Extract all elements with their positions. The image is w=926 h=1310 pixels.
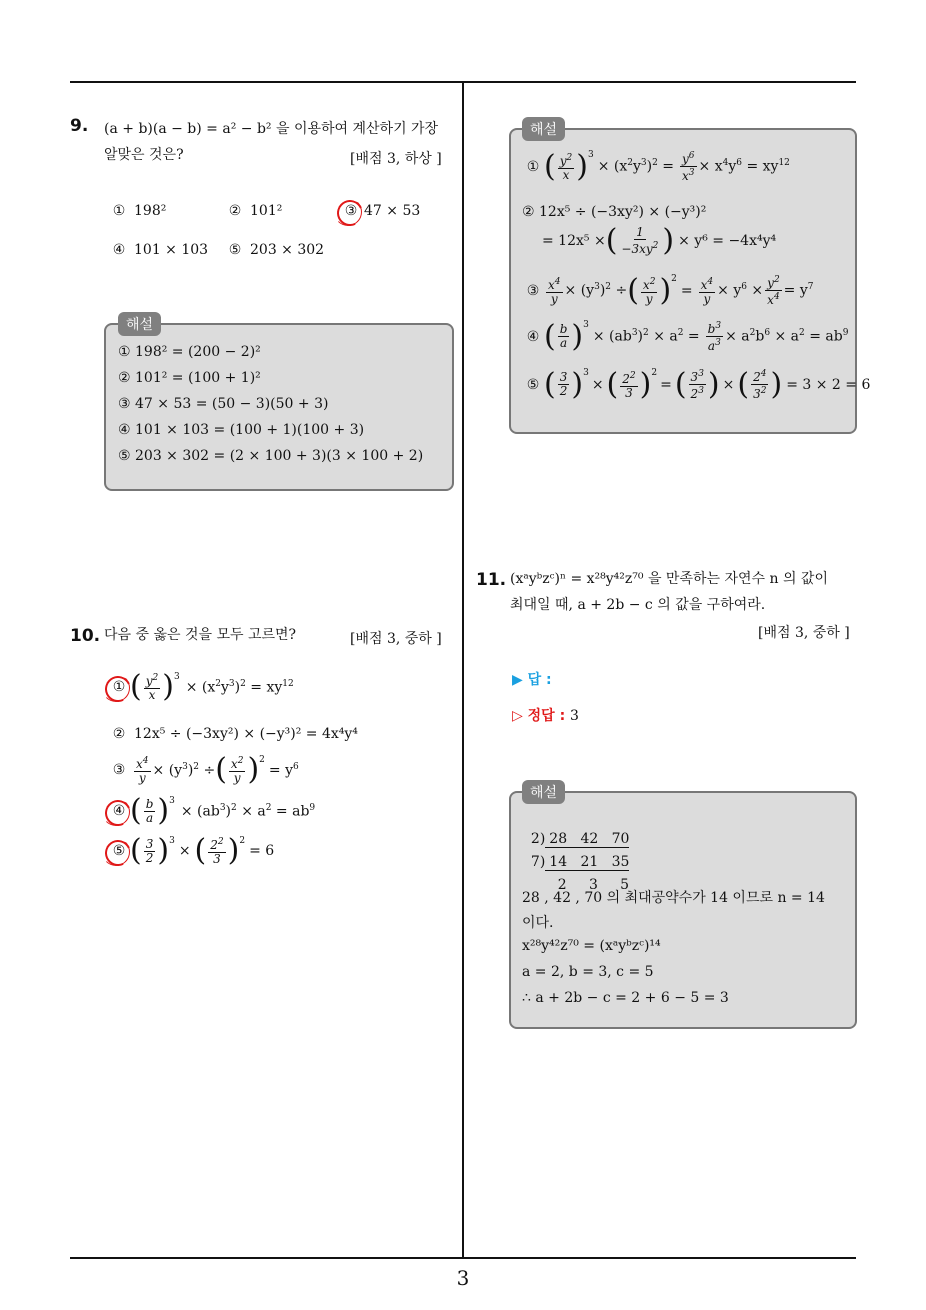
- q9-solution-tag: 해설: [118, 312, 161, 336]
- q10-option-3-mark: ③: [112, 762, 126, 778]
- page-number: 3: [456, 1266, 470, 1290]
- q9-text-line1: (a + b)(a − b) = a² − b² 을 이용하여 계산하기 가장: [104, 121, 439, 137]
- q10-option-2-mark: ②: [112, 726, 126, 742]
- q10-option-1[interactable]: ① ( $\frac{y^2}{x}$ ) $^3$ × $(x^2y^3)^2 = xy^{12}$: [108, 672, 294, 702]
- q11-division-values-2: 14 21 35: [545, 854, 629, 871]
- q11-score: [배점 3, 중하 ]: [758, 625, 850, 641]
- q11-division-divisor-2: 7): [530, 854, 546, 870]
- q9-option-5[interactable]: [224, 242, 324, 258]
- column-divider: [462, 83, 464, 1257]
- q10-solution-line-5: ⑤ ( $\frac{3}{2}$ ) $^3$ × ( $\frac{2^2}{3}$ ) $^2$ = ( $\frac{3^3}{2^3}$ ) × ( $\frac{2^4}{3^2}$ ) = 3 × 2 = 6: [526, 366, 871, 402]
- q10-text: 다음 중 옳은 것을 모두 고르면?: [104, 627, 297, 643]
- q9-option-4-text: 101 × 103: [134, 242, 209, 258]
- q11-division-values-3: 2 3 5: [548, 877, 630, 893]
- q11-division-divisor-1: 2): [530, 831, 546, 847]
- q9-solution-line-3: ③ 47 × 53 = (50 − 3)(50 + 3): [118, 396, 329, 412]
- q11-solution-tag: 해설: [522, 780, 565, 804]
- q11-text-line2: 최대일 때, a + 2b − c 의 값을 구하여라.: [510, 597, 766, 613]
- q9-option-5-text: 203 × 302: [250, 242, 325, 258]
- q11-division-values-1: 28 42 70: [545, 831, 629, 848]
- q11-solution-line-4: a = 2, b = 3, c = 5: [522, 964, 654, 980]
- q9-option-5-mark: ⑤: [228, 242, 242, 258]
- q10-solution-line-3: ③ $\frac{x^4}{y}$ × $(y^3)^2$ ÷ ( $\frac{x^2}{y}$ ) $^2$ = $\frac{x^4}{y}$ × $y^6$ × $\frac{y^2}{x^4}$ = $y^7$: [526, 272, 814, 308]
- q10-option-4[interactable]: ④ ( $\frac{b}{a}$ ) $^3$ × $(ab^3)^2 \times a^2 = ab^9$: [108, 796, 315, 826]
- q10-solution-line-2a: ② 12x⁵ ÷ (−3xy²) × (−y³)²: [522, 204, 707, 220]
- q11-solution-line-2: 이다.: [522, 915, 554, 931]
- q9-option-3-text: 47 × 53: [364, 203, 421, 219]
- q9-solution-line-5: ⑤ 203 × 302 = (2 × 100 + 3)(3 × 100 + 2): [118, 448, 424, 464]
- q10-solution-tag: 해설: [522, 117, 565, 141]
- q9-option-3[interactable]: [340, 203, 420, 219]
- q11-solution-line-1: 28 , 42 , 70 의 최대공약수가 14 이므로 n = 14: [522, 890, 825, 906]
- q10-option-2[interactable]: [108, 726, 358, 742]
- q10-score: [배점 3, 중하 ]: [350, 631, 442, 647]
- q9-option-1[interactable]: [108, 203, 166, 219]
- q10-option-4-mark: ④: [108, 803, 130, 819]
- q10-solution-line-2b-post: × y⁶ = −4x⁴y⁴: [678, 233, 777, 249]
- q9-option-3-mark: ③: [340, 203, 362, 219]
- q10-solution-line-1: ① ( $\frac{y^2}{x}$ ) $^3$ × $(x^2y^3)^2$ = $\frac{y^6}{x^3}$ × $x^4y^6 = xy^{12}$: [526, 148, 790, 184]
- q9-solution-line-4: ④ 101 × 103 = (100 + 1)(100 + 3): [118, 422, 365, 438]
- q11-solution-line-3: x²⁸y⁴²z⁷⁰ = (xᵃyᵇzᶜ)¹⁴: [522, 938, 661, 954]
- q10-option-5-mark: ⑤: [108, 843, 130, 859]
- q10-number: 10.: [70, 626, 101, 646]
- q11-correct-answer: [512, 705, 579, 725]
- q10-option-2-text: 12x⁵ ÷ (−3xy²) × (−y³)² = 4x⁴y⁴: [134, 726, 358, 742]
- q10-option-1-mark: ①: [108, 679, 130, 695]
- q9-option-4[interactable]: [108, 242, 208, 258]
- q9-option-4-mark: ④: [112, 242, 126, 258]
- bottom-rule: [70, 1257, 856, 1259]
- q9-option-2-text: 101²: [250, 203, 283, 219]
- q9-solution-line-2: ② 101² = (100 + 1)²: [118, 370, 261, 386]
- q10-option-3[interactable]: ③ $\frac{x^4}{y}$ × $(y^3)^2$ ÷ ( $\frac{x^2}{y}$ ) $^2$ = $y^6$: [108, 755, 299, 785]
- q11-number: 11.: [476, 570, 507, 590]
- q10-solution-line-2b: = 12x⁵ × ( $\frac{1}{-3xy^2}$ ) × y⁶ = −4x⁴y⁴: [542, 223, 777, 258]
- q11-answer-label: ▶ 답 :: [512, 672, 552, 688]
- q9-option-1-mark: ①: [112, 203, 126, 219]
- q9-option-1-text: 198²: [134, 203, 167, 219]
- q9-option-2[interactable]: [224, 203, 282, 219]
- q10-solution-line-2b-pre: = 12x⁵ ×: [542, 233, 606, 249]
- q9-option-2-mark: ②: [228, 203, 242, 219]
- q11-text: [510, 566, 860, 618]
- q11-solution-line-5: ∴ a + 2b − c = 2 + 6 − 5 = 3: [522, 990, 729, 1006]
- q11-text-line1: (xᵃyᵇzᶜ)ⁿ = x²⁸y⁴²z⁷⁰ 을 만족하는 자연수 n 의 값이: [510, 571, 828, 587]
- q9-solution-line-1: ① 198² = (200 − 2)²: [118, 344, 261, 360]
- q11-correct-label: ▷ 정답 :: [512, 708, 566, 724]
- q9-number: 9.: [70, 116, 89, 136]
- q11-correct-value: 3: [570, 708, 579, 724]
- q9-text-line2: 알맞은 것은?: [104, 147, 184, 163]
- q9-score: [배점 3, 하상 ]: [350, 151, 442, 167]
- q10-solution-line-4: ④ ( $\frac{b}{a}$ ) $^3$ × $(ab^3)^2 \times a^2$ = $\frac{b^3}{a^3}$ × $a^2b^6 \times a^2 = ab^9$: [526, 318, 849, 354]
- q10-option-5[interactable]: ⑤ ( $\frac{3}{2}$ ) $^3$ × ( $\frac{2^2}{3}$ ) $^2$ = 6: [108, 836, 274, 866]
